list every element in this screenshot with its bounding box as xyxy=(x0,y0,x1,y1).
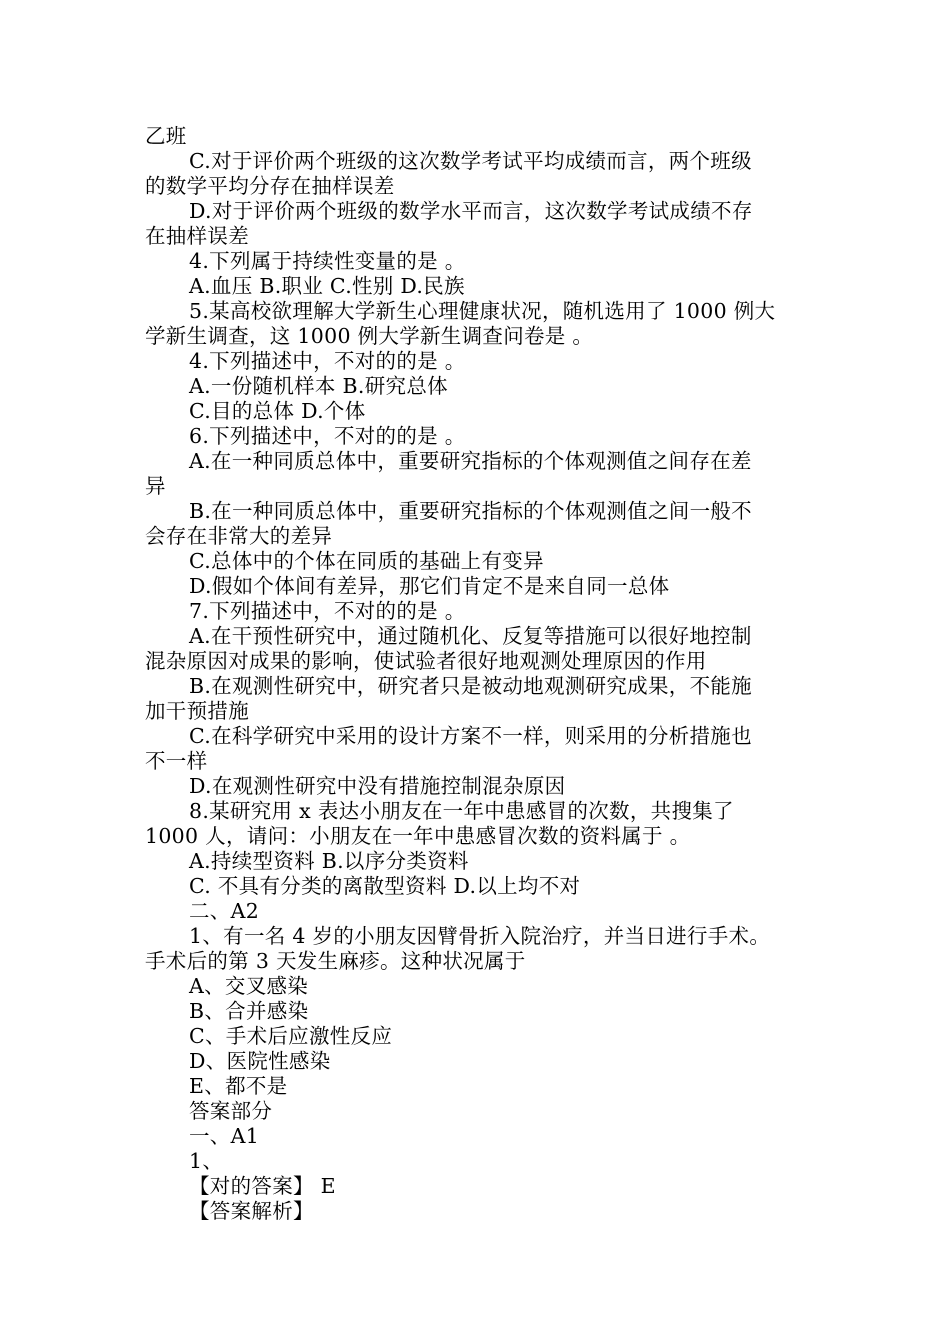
text-line: C. 不具有分类的离散型资料 D.以上均不对 xyxy=(189,874,581,898)
text-line: C.目的总体 D.个体 xyxy=(189,399,366,423)
text-line: E、都不是 xyxy=(189,1074,288,1098)
text-line: 混杂原因对成果的影响，使试验者很好地观测处理原因的作用 xyxy=(145,649,707,673)
text-line: B.在观测性研究中，研究者只是被动地观测研究成果，不能施 xyxy=(189,674,752,698)
text-line: 二、A2 xyxy=(189,899,260,923)
text-line: 不一样 xyxy=(145,749,208,773)
text-line: 的数学平均分存在抽样误差 xyxy=(145,174,395,198)
text-line: A、交叉感染 xyxy=(189,974,309,998)
text-line: 4.下列描述中，不对的的是 。 xyxy=(189,349,466,373)
text-line: B.在一种同质总体中，重要研究指标的个体观测值之间一般不 xyxy=(189,499,752,523)
text-line: 异 xyxy=(145,474,166,498)
text-line: D.在观测性研究中没有措施控制混杂原因 xyxy=(189,774,566,798)
text-line: D.假如个体间有差异，那它们肯定不是来自同一总体 xyxy=(189,574,670,598)
text-line: A.持续型资料 B.以序分类资料 xyxy=(189,849,469,873)
document-page xyxy=(145,124,810,1224)
text-line: 7.下列描述中，不对的的是 。 xyxy=(189,599,466,623)
text-line: A.在一种同质总体中，重要研究指标的个体观测值之间存在差 xyxy=(189,449,752,473)
text-line: C.总体中的个体在同质的基础上有变异 xyxy=(189,549,544,573)
text-line: D、医院性感染 xyxy=(189,1049,331,1073)
text-line: C、手术后应激性反应 xyxy=(189,1024,393,1048)
text-line: C.对于评价两个班级的这次数学考试平均成绩而言，两个班级 xyxy=(189,149,752,173)
text-line: B、合并感染 xyxy=(189,999,309,1023)
text-line: 4.下列属于持续性变量的是 。 xyxy=(189,249,466,273)
text-line: 5.某高校欲理解大学新生心理健康状况，随机选用了 1000 例大 xyxy=(189,299,776,323)
text-line: D.对于评价两个班级的数学水平而言，这次数学考试成绩不存 xyxy=(189,199,753,223)
text-line: A.在干预性研究中，通过随机化、反复等措施可以很好地控制 xyxy=(189,624,752,648)
text-line: 学新生调查，这 1000 例大学新生调查问卷是 。 xyxy=(145,324,594,348)
text-line: A.一份随机样本 B.研究总体 xyxy=(189,374,448,398)
text-line: 【答案解析】 xyxy=(189,1199,314,1223)
text-line: 在抽样误差 xyxy=(145,224,249,248)
text-line: 答案部分 xyxy=(189,1099,273,1123)
text-line: 手术后的第 3 天发生麻疹。这种状况属于 xyxy=(145,949,526,973)
text-line: 乙班 xyxy=(145,124,187,148)
text-line: 会存在非常大的差异 xyxy=(145,524,333,548)
text-line: 6.下列描述中，不对的的是 。 xyxy=(189,424,466,448)
text-line: 一、A1 xyxy=(189,1124,260,1148)
text-line: 1、 xyxy=(189,1149,224,1173)
text-line: C.在科学研究中采用的设计方案不一样，则采用的分析措施也 xyxy=(189,724,752,748)
text-line: A.血压 B.职业 C.性别 D.民族 xyxy=(189,274,465,298)
text-line: 1、有一名 4 岁的小朋友因臂骨折入院治疗，并当日进行手术。 xyxy=(189,924,771,948)
text-line: 8.某研究用 x 表达小朋友在一年中患感冒的次数，共搜集了 xyxy=(189,799,734,823)
text-line: 1000 人，请问：小朋友在一年中患感冒次数的资料属于 。 xyxy=(145,824,691,848)
text-line: 【对的答案】 E xyxy=(189,1174,336,1198)
text-line: 加干预措施 xyxy=(145,699,249,723)
